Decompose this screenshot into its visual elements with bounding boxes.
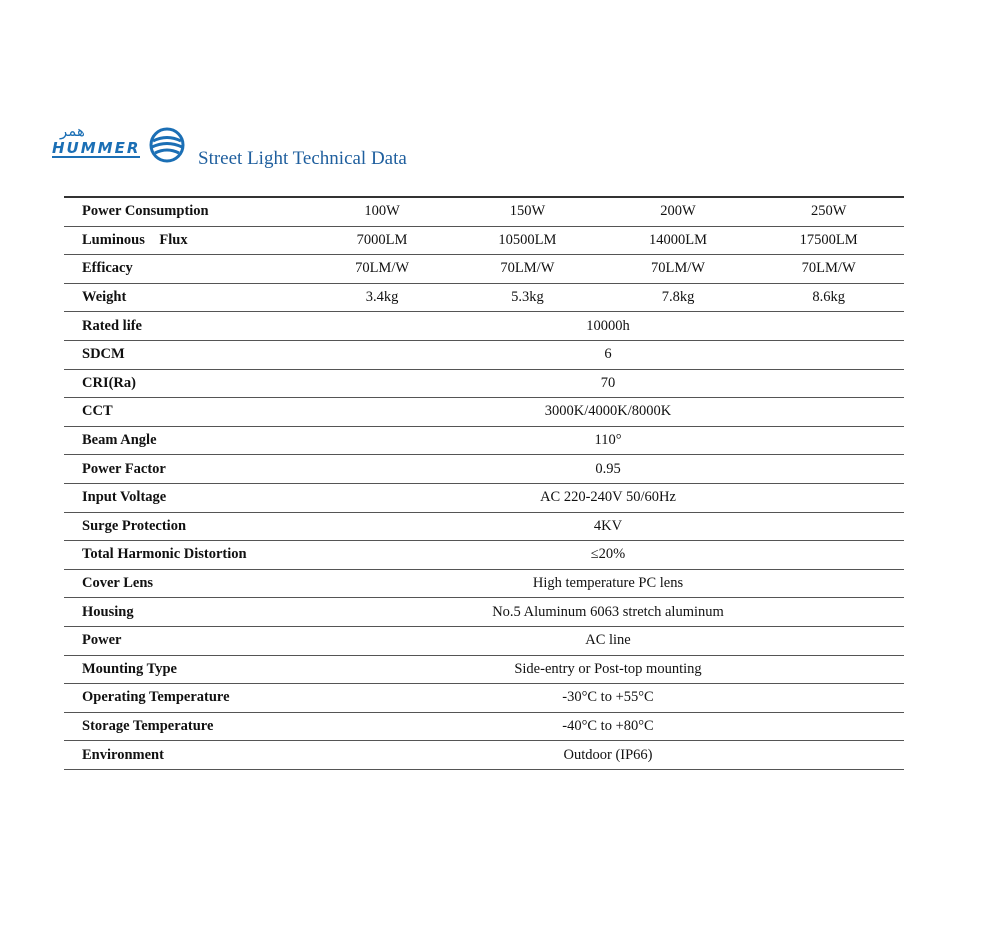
spec-label: CRI(Ra) [64, 369, 312, 398]
spec-value: -30°C to +55°C [312, 684, 904, 713]
document-title: Street Light Technical Data [198, 148, 407, 169]
spec-value: 4KV [312, 512, 904, 541]
spec-row [64, 598, 904, 627]
spec-value: 17500LM [753, 226, 904, 255]
spec-row [64, 455, 904, 484]
globe-icon [148, 126, 186, 164]
spec-value: 8.6kg [753, 283, 904, 312]
spec-row [64, 684, 904, 713]
spec-row [64, 369, 904, 398]
spec-value: 5.3kg [452, 283, 603, 312]
spec-value: Outdoor (IP66) [312, 741, 904, 770]
spec-label: Input Voltage [64, 483, 312, 512]
spec-table-body [64, 197, 904, 769]
logo-wordmark: HUMMER [52, 139, 141, 157]
spec-label: Environment [64, 741, 312, 770]
spec-value: 7000LM [312, 226, 452, 255]
spec-value: 0.95 [312, 455, 904, 484]
spec-row [64, 655, 904, 684]
spec-value: 6 [312, 340, 904, 369]
spec-value: 10500LM [452, 226, 603, 255]
spec-value: 70LM/W [753, 255, 904, 284]
spec-label: Total Harmonic Distortion [64, 541, 312, 570]
spec-value: 3.4kg [312, 283, 452, 312]
spec-value: AC line [312, 626, 904, 655]
spec-row [64, 569, 904, 598]
spec-value: High temperature PC lens [312, 569, 904, 598]
spec-label: Weight [64, 283, 312, 312]
spec-row [64, 741, 904, 770]
spec-row [64, 626, 904, 655]
spec-value: 14000LM [603, 226, 754, 255]
spec-row [64, 255, 904, 284]
spec-value: Side-entry or Post-top mounting [312, 655, 904, 684]
spec-row [64, 712, 904, 741]
spec-value: No.5 Aluminum 6063 stretch aluminum [312, 598, 904, 627]
spec-label: Mounting Type [64, 655, 312, 684]
spec-row [64, 283, 904, 312]
document-header [52, 122, 472, 172]
spec-label: Luminous Flux [64, 226, 312, 255]
spec-value: 10000h [312, 312, 904, 341]
spec-value: 110° [312, 426, 904, 455]
spec-value: 70 [312, 369, 904, 398]
spec-value: AC 220-240V 50/60Hz [312, 483, 904, 512]
spec-row [64, 541, 904, 570]
spec-value: 100W [312, 197, 452, 226]
spec-row [64, 483, 904, 512]
spec-value: 70LM/W [603, 255, 754, 284]
spec-label: Beam Angle [64, 426, 312, 455]
spec-value: 70LM/W [452, 255, 603, 284]
spec-value: 3000K/4000K/8000K [312, 398, 904, 427]
spec-value: ≤20% [312, 541, 904, 570]
spec-row [64, 426, 904, 455]
spec-label: Power Consumption [64, 197, 312, 226]
spec-row [64, 197, 904, 226]
spec-value: 70LM/W [312, 255, 452, 284]
spec-label: Operating Temperature [64, 684, 312, 713]
spec-value: 150W [452, 197, 603, 226]
spec-row [64, 226, 904, 255]
spec-label: Power [64, 626, 312, 655]
spec-row [64, 398, 904, 427]
spec-label: SDCM [64, 340, 312, 369]
spec-label: Rated life [64, 312, 312, 341]
spec-row [64, 512, 904, 541]
spec-label: Cover Lens [64, 569, 312, 598]
spec-value: 200W [603, 197, 754, 226]
spec-label: Efficacy [64, 255, 312, 284]
spec-label: Power Factor [64, 455, 312, 484]
spec-label: Storage Temperature [64, 712, 312, 741]
spec-label: CCT [64, 398, 312, 427]
hummer-logo [52, 122, 192, 166]
spec-table [64, 196, 904, 770]
spec-label: Surge Protection [64, 512, 312, 541]
spec-row [64, 340, 904, 369]
logo-arabic-text: همر [60, 122, 85, 140]
spec-row [64, 312, 904, 341]
spec-value: 250W [753, 197, 904, 226]
spec-label: Housing [64, 598, 312, 627]
spec-value: 7.8kg [603, 283, 754, 312]
spec-value: -40°C to +80°C [312, 712, 904, 741]
